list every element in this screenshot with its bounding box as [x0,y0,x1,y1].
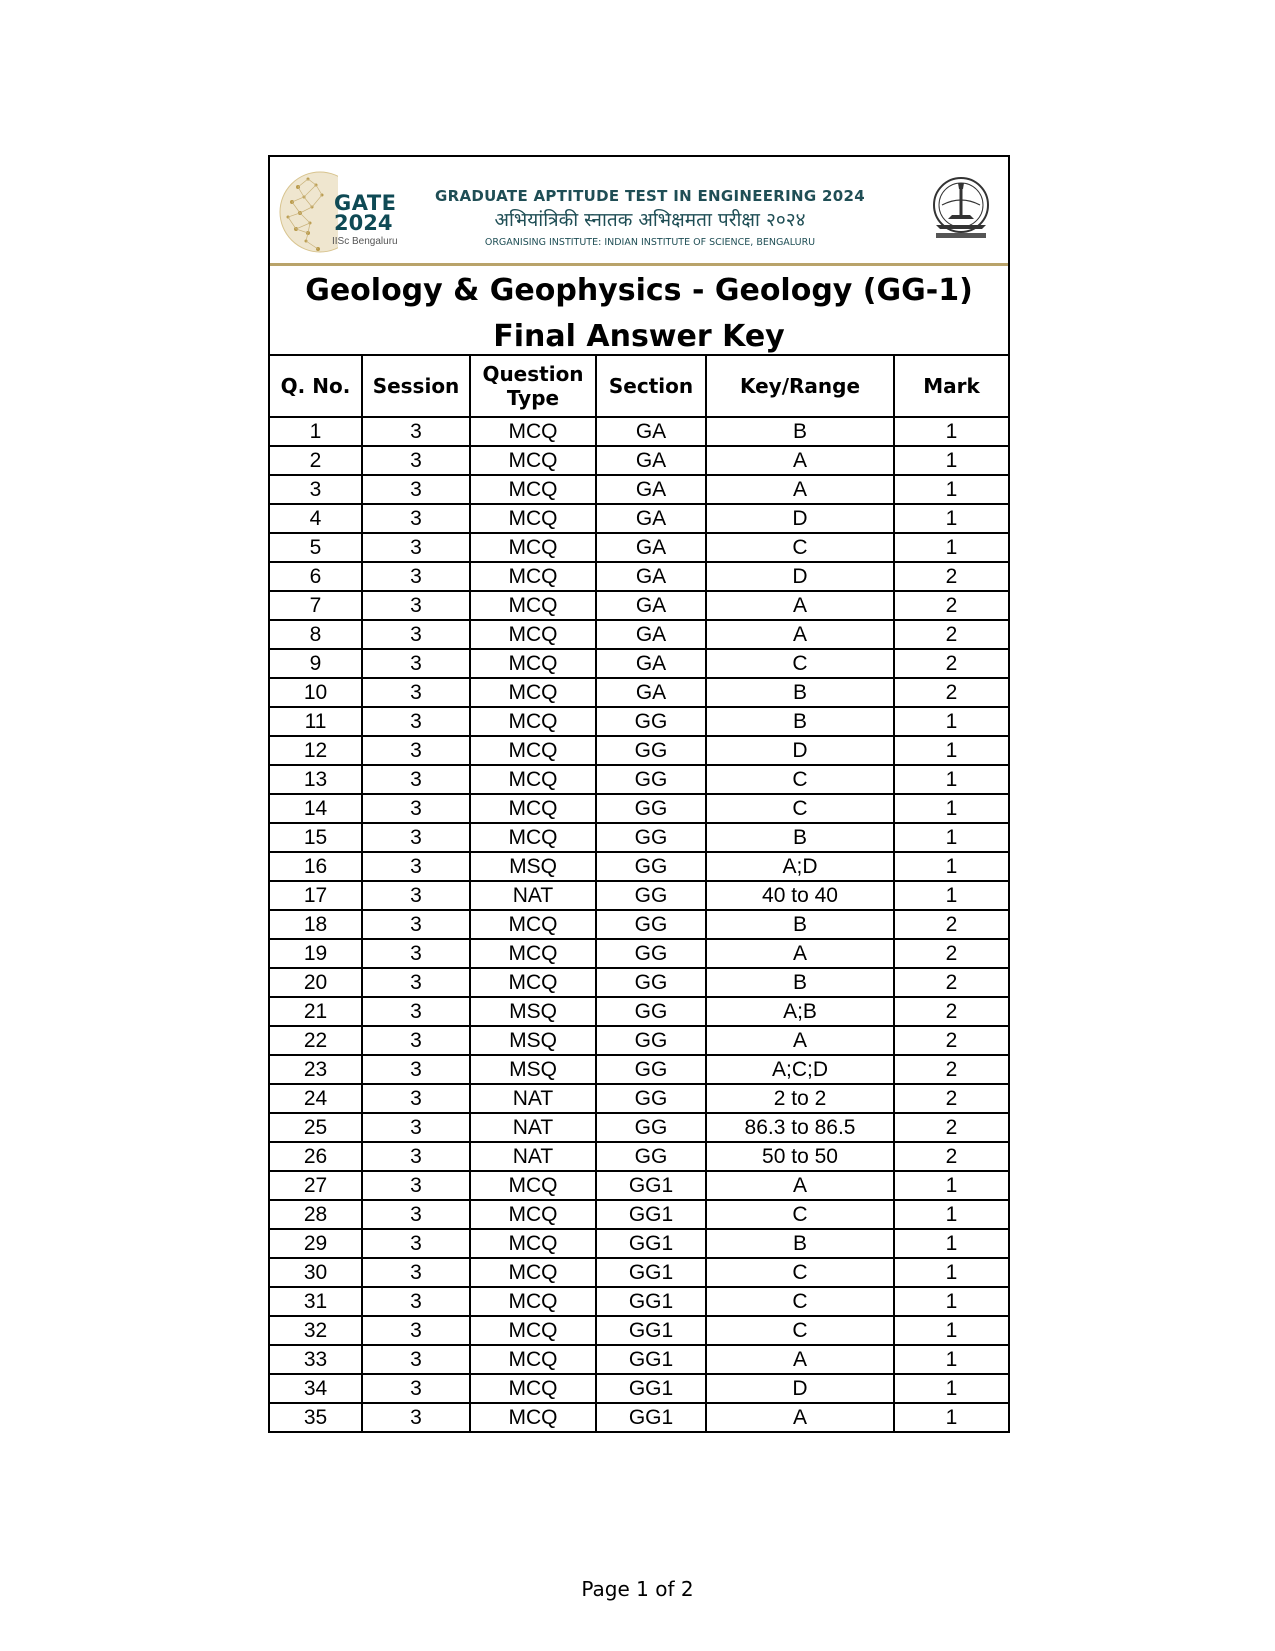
cell-session: 3 [362,881,470,910]
gate-banner [270,157,1008,266]
table-row [270,504,1008,533]
cell-section: GG1 [596,1403,706,1431]
table-row [270,794,1008,823]
cell-session: 3 [362,765,470,794]
cell-session: 3 [362,1113,470,1142]
cell-section: GG [596,910,706,939]
cell-section: GA [596,475,706,504]
cell-session: 3 [362,591,470,620]
cell-session: 3 [362,707,470,736]
cell-mark: 1 [894,1258,1008,1287]
cell-key-range: B [706,707,894,736]
gate-year-wordmark: 2024 [334,211,393,235]
table-row [270,1142,1008,1171]
answer-key-table [270,354,1008,1431]
cell-key-range: A [706,475,894,504]
cell-session: 3 [362,446,470,475]
cell-qno: 7 [270,591,362,620]
cell-question-type: MCQ [470,591,596,620]
cell-session: 3 [362,852,470,881]
cell-mark: 1 [894,475,1008,504]
cell-key-range: A;D [706,852,894,881]
cell-mark: 2 [894,997,1008,1026]
cell-key-range: C [706,649,894,678]
cell-question-type: MCQ [470,533,596,562]
table-header-row [270,355,1008,417]
cell-question-type: MCQ [470,1316,596,1345]
cell-mark: 1 [894,533,1008,562]
cell-question-type: MCQ [470,417,596,446]
gate-2024-logo [278,167,398,257]
cell-qno: 22 [270,1026,362,1055]
cell-key-range: A [706,939,894,968]
header-session: Session [362,355,470,417]
cell-session: 3 [362,823,470,852]
cell-key-range: C [706,765,894,794]
cell-qno: 34 [270,1374,362,1403]
cell-question-type: MSQ [470,1055,596,1084]
cell-qno: 27 [270,1171,362,1200]
banner-text-block [420,187,880,248]
header-qno: Q. No. [270,355,362,417]
cell-session: 3 [362,475,470,504]
answer-key-sheet [268,155,1010,1433]
cell-session: 3 [362,1142,470,1171]
cell-section: GG [596,1055,706,1084]
cell-question-type: NAT [470,881,596,910]
cell-key-range: A;C;D [706,1055,894,1084]
cell-session: 3 [362,649,470,678]
cell-session: 3 [362,939,470,968]
cell-qno: 32 [270,1316,362,1345]
cell-mark: 1 [894,852,1008,881]
cell-question-type: MCQ [470,736,596,765]
cell-qno: 24 [270,1084,362,1113]
table-row [270,1200,1008,1229]
cell-mark: 1 [894,1345,1008,1374]
cell-session: 3 [362,910,470,939]
table-row [270,765,1008,794]
cell-section: GG1 [596,1345,706,1374]
cell-session: 3 [362,1258,470,1287]
cell-session: 3 [362,1084,470,1113]
cell-qno: 3 [270,475,362,504]
cell-key-range: A [706,1171,894,1200]
cell-question-type: MCQ [470,446,596,475]
cell-qno: 16 [270,852,362,881]
cell-session: 3 [362,504,470,533]
cell-key-range: D [706,1374,894,1403]
cell-question-type: MCQ [470,1171,596,1200]
cell-session: 3 [362,997,470,1026]
cell-mark: 1 [894,765,1008,794]
cell-mark: 2 [894,1142,1008,1171]
header-question-type-line2: Type [506,386,560,410]
cell-key-range: C [706,533,894,562]
cell-qno: 18 [270,910,362,939]
cell-qno: 17 [270,881,362,910]
cell-section: GG1 [596,1287,706,1316]
table-row [270,678,1008,707]
iisc-emblem-icon [922,175,1000,245]
cell-mark: 1 [894,823,1008,852]
cell-session: 3 [362,968,470,997]
table-row [270,1258,1008,1287]
cell-section: GG [596,794,706,823]
document-title [270,266,1008,354]
cell-qno: 19 [270,939,362,968]
cell-section: GG [596,1113,706,1142]
cell-key-range: A [706,1403,894,1431]
cell-session: 3 [362,1316,470,1345]
banner-organiser: ORGANISING INSTITUTE: INDIAN INSTITUTE OF SCIENCE, BENGALURU [484,237,816,248]
cell-section: GG [596,1026,706,1055]
cell-question-type: MCQ [470,649,596,678]
header-section: Section [596,355,706,417]
cell-question-type: MCQ [470,939,596,968]
cell-key-range: C [706,1316,894,1345]
cell-mark: 1 [894,794,1008,823]
cell-question-type: MCQ [470,1229,596,1258]
cell-section: GA [596,562,706,591]
table-row [270,997,1008,1026]
cell-qno: 33 [270,1345,362,1374]
cell-section: GA [596,533,706,562]
title-line-final-key: Final Answer Key [493,319,785,354]
cell-section: GA [596,620,706,649]
table-row [270,1171,1008,1200]
header-mark: Mark [894,355,1008,417]
table-row [270,1287,1008,1316]
table-row [270,533,1008,562]
table-row [270,475,1008,504]
cell-question-type: MCQ [470,620,596,649]
cell-mark: 1 [894,1403,1008,1431]
cell-session: 3 [362,562,470,591]
cell-qno: 21 [270,997,362,1026]
cell-qno: 29 [270,1229,362,1258]
cell-key-range: B [706,417,894,446]
cell-qno: 14 [270,794,362,823]
table-row [270,1345,1008,1374]
gate-wordmark: GATE [334,191,397,215]
cell-section: GG [596,968,706,997]
header-question-type-line1: Question [482,362,584,386]
cell-section: GG [596,707,706,736]
cell-qno: 11 [270,707,362,736]
cell-mark: 2 [894,562,1008,591]
table-row [270,1316,1008,1345]
cell-section: GG [596,736,706,765]
table-row [270,1113,1008,1142]
cell-question-type: MCQ [470,1200,596,1229]
header-key-range: Key/Range [706,355,894,417]
cell-session: 3 [362,417,470,446]
table-row [270,881,1008,910]
cell-qno: 5 [270,533,362,562]
cell-section: GG [596,997,706,1026]
cell-session: 3 [362,1345,470,1374]
cell-mark: 1 [894,736,1008,765]
cell-mark: 2 [894,910,1008,939]
cell-question-type: MCQ [470,1403,596,1431]
header-question-type [470,355,596,417]
cell-key-range: A;B [706,997,894,1026]
cell-qno: 8 [270,620,362,649]
cell-mark: 1 [894,881,1008,910]
cell-section: GG1 [596,1200,706,1229]
gate-organiser-caption: IISc Bengaluru [332,236,398,247]
cell-key-range: 86.3 to 86.5 [706,1113,894,1142]
table-row [270,1403,1008,1431]
table-row [270,1084,1008,1113]
cell-question-type: MCQ [470,504,596,533]
cell-key-range: B [706,823,894,852]
page-number: Page 1 of 2 [581,1577,694,1601]
cell-key-range: B [706,1229,894,1258]
cell-question-type: MCQ [470,678,596,707]
cell-mark: 2 [894,1055,1008,1084]
cell-question-type: MSQ [470,997,596,1026]
cell-key-range: 50 to 50 [706,1142,894,1171]
cell-section: GG [596,765,706,794]
cell-mark: 1 [894,417,1008,446]
cell-key-range: A [706,620,894,649]
cell-qno: 15 [270,823,362,852]
table-row [270,852,1008,881]
table-row [270,968,1008,997]
cell-qno: 1 [270,417,362,446]
cell-qno: 20 [270,968,362,997]
cell-question-type: MCQ [470,1345,596,1374]
cell-key-range: 40 to 40 [706,881,894,910]
cell-mark: 2 [894,1084,1008,1113]
cell-question-type: MCQ [470,968,596,997]
table-row [270,562,1008,591]
cell-qno: 30 [270,1258,362,1287]
cell-question-type: MCQ [470,794,596,823]
table-row [270,417,1008,446]
table-row [270,707,1008,736]
cell-mark: 1 [894,707,1008,736]
cell-qno: 26 [270,1142,362,1171]
cell-section: GG [596,881,706,910]
cell-mark: 2 [894,1026,1008,1055]
cell-question-type: MCQ [470,475,596,504]
cell-mark: 2 [894,1113,1008,1142]
cell-question-type: MCQ [470,1374,596,1403]
cell-qno: 6 [270,562,362,591]
cell-section: GG1 [596,1316,706,1345]
cell-key-range: A [706,591,894,620]
cell-key-range: B [706,968,894,997]
cell-question-type: MCQ [470,910,596,939]
table-row [270,823,1008,852]
cell-section: GA [596,446,706,475]
cell-question-type: MCQ [470,707,596,736]
cell-key-range: C [706,794,894,823]
cell-section: GG [596,823,706,852]
cell-mark: 1 [894,1171,1008,1200]
cell-section: GG [596,852,706,881]
cell-qno: 9 [270,649,362,678]
cell-session: 3 [362,1374,470,1403]
cell-key-range: D [706,736,894,765]
cell-session: 3 [362,533,470,562]
cell-section: GA [596,417,706,446]
cell-section: GG [596,939,706,968]
table-row [270,910,1008,939]
cell-session: 3 [362,1055,470,1084]
cell-key-range: A [706,1345,894,1374]
cell-session: 3 [362,736,470,765]
cell-mark: 1 [894,1374,1008,1403]
cell-mark: 1 [894,1316,1008,1345]
cell-question-type: MCQ [470,1258,596,1287]
cell-qno: 35 [270,1403,362,1431]
cell-qno: 25 [270,1113,362,1142]
table-row [270,1026,1008,1055]
cell-session: 3 [362,1200,470,1229]
cell-key-range: D [706,562,894,591]
cell-mark: 2 [894,649,1008,678]
cell-section: GA [596,504,706,533]
cell-key-range: A [706,446,894,475]
cell-session: 3 [362,678,470,707]
cell-session: 3 [362,1229,470,1258]
cell-key-range: 2 to 2 [706,1084,894,1113]
banner-hindi-title: अभियांत्रिकी स्नातक अभिक्षमता परीक्षा २०२४ [494,209,806,231]
cell-session: 3 [362,794,470,823]
cell-section: GA [596,591,706,620]
cell-section: GG1 [596,1374,706,1403]
cell-session: 3 [362,1026,470,1055]
globe-network-icon [278,167,338,257]
cell-question-type: MCQ [470,562,596,591]
cell-mark: 1 [894,504,1008,533]
table-row [270,620,1008,649]
cell-question-type: NAT [470,1142,596,1171]
cell-question-type: MSQ [470,1026,596,1055]
cell-session: 3 [362,1403,470,1431]
cell-mark: 2 [894,620,1008,649]
cell-section: GG1 [596,1171,706,1200]
cell-mark: 2 [894,968,1008,997]
cell-qno: 4 [270,504,362,533]
cell-key-range: A [706,1026,894,1055]
cell-key-range: C [706,1258,894,1287]
cell-question-type: MSQ [470,852,596,881]
cell-question-type: MCQ [470,823,596,852]
cell-session: 3 [362,620,470,649]
cell-qno: 10 [270,678,362,707]
cell-key-range: D [706,504,894,533]
banner-title: GRADUATE APTITUDE TEST IN ENGINEERING 2024 [435,187,865,205]
cell-mark: 2 [894,678,1008,707]
cell-section: GA [596,649,706,678]
table-row [270,591,1008,620]
cell-question-type: MCQ [470,1287,596,1316]
cell-question-type: MCQ [470,765,596,794]
cell-session: 3 [362,1171,470,1200]
cell-mark: 1 [894,1287,1008,1316]
cell-mark: 2 [894,591,1008,620]
title-line-subject: Geology & Geophysics - Geology (GG-1) [305,273,973,308]
table-row [270,939,1008,968]
cell-question-type: NAT [470,1113,596,1142]
table-row [270,1055,1008,1084]
cell-qno: 23 [270,1055,362,1084]
table-row [270,736,1008,765]
cell-mark: 2 [894,939,1008,968]
cell-key-range: C [706,1200,894,1229]
table-row [270,1229,1008,1258]
cell-section: GG1 [596,1229,706,1258]
cell-qno: 28 [270,1200,362,1229]
cell-qno: 13 [270,765,362,794]
cell-qno: 2 [270,446,362,475]
cell-question-type: NAT [470,1084,596,1113]
table-row [270,649,1008,678]
cell-key-range: B [706,910,894,939]
cell-mark: 1 [894,446,1008,475]
cell-session: 3 [362,1287,470,1316]
cell-key-range: C [706,1287,894,1316]
cell-section: GG [596,1142,706,1171]
cell-qno: 12 [270,736,362,765]
table-row [270,1374,1008,1403]
cell-mark: 1 [894,1200,1008,1229]
table-row [270,446,1008,475]
cell-mark: 1 [894,1229,1008,1258]
cell-qno: 31 [270,1287,362,1316]
cell-section: GA [596,678,706,707]
cell-key-range: B [706,678,894,707]
cell-section: GG [596,1084,706,1113]
cell-section: GG1 [596,1258,706,1287]
